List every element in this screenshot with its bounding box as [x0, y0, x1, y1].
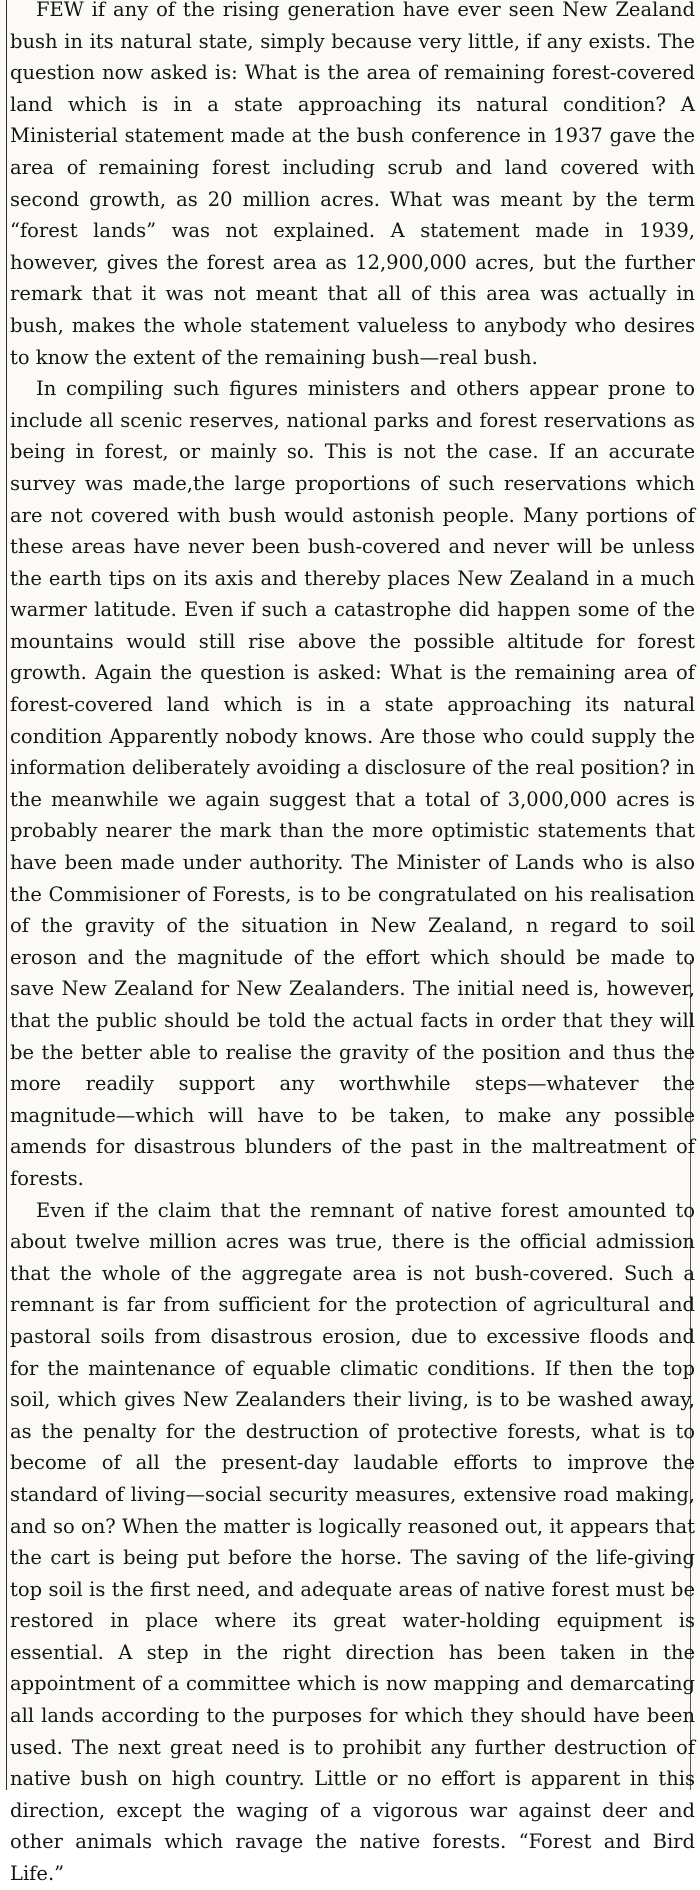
- article-body: [10, 0, 695, 1890]
- article-paragraph-1: FEW if any of the rising generation have ever seen New Zealand bush in its natural state, simply because very little, if any exists. The question now asked is: What is the area of remaining forest-covered land which is in a state approaching its natural condition? A Ministerial statement made at the bush conference in 1937 gave the area of remaining forest including scrub and land covered with second growth, as 20 million acres. What was meant by the term “forest lands” was not explained. A statement made in 1939, however, gives the forest area as 12,900,000 acres, but the further remark that it was not meant that all of this area was actually in bush, makes the whole statement valueless to anybody who desires to know the extent of the remaining bush—real bush.: [10, 0, 695, 369]
- article-paragraph-2: In compiling such figures ministers and others appear prone to include all scenic reserves, national parks and forest reservations as being in forest, or mainly so. This is not the case. If an accurate survey was made,the large proportions of such reservations which are not covered with bush would astonish people. Many portions of these areas have never been bush-covered and never will be unless the earth tips on its axis and thereby places New Zealand in a much warmer latitude. Even if such a catastrophe did happen some of the mountains would still rise above the possible altitude for forest growth. Again the question is asked: What is the remaining area of forest-covered land which is in a state approaching its natural condition Apparently nobody knows. Are those who could supply the information deliberately avoiding a disclosure of the real position? in the meanwhile we again suggest that a total of 3,000,000 acres is probably nearer the mark than the more optimistic statements that have been made under authority. The Minister of Lands who is also the Commisioner of Forests, is to be congratulated on his realisation of the gravity of the situation in New Zealand, n regard to soil eroson and the magnitude of the effort which should be made to save New Zealand for New Zealanders. The initial need is, however, that the public should be told the actual facts in order that they will be the better able to realise the gravity of the position and thus the more readily support any worthwhile steps—whatever the magnitude—which will have to be taken, to make any possible amends for disastrous blunders of the past in the maltreatment of forests.: [10, 377, 695, 1190]
- column-rule-left: [6, 0, 7, 1790]
- article-paragraph-3: Even if the claim that the remnant of native forest amounted to about twelve million acres was true, there is the official admission that the whole of the aggregate area is not bush-covered. Such a remnant is far from sufficient for the protection of agricultural and pastoral soils from disastrous erosion, due to excessive floods and for the maintenance of equable climatic conditions. If then the top soil, which gives New Zealanders their living, is to be washed away, as the penalty for the destruction of protective forests, what is to become of all the present-day laudable efforts to improve the standard of living—social security measures, extensive road making, and so on? When the matter is logically reasoned out, it appears that the cart is being put before the horse. The saving of the life-giving top soil is the first need, and adequate areas of native forest must be restored in place where its great water-holding equipment is essential. A step in the right direction has been taken in the appointment of a committee which is now mapping and demarcating all lands according to the purposes for which they should have been used. The next great need is to prohibit any further destruction of native bush on high country. Little or no effort is apparent in this direction, except the waging of a vigorous war against deer and other animals which ravage the native forests. “Forest and Bird Life.”: [10, 1198, 695, 1886]
